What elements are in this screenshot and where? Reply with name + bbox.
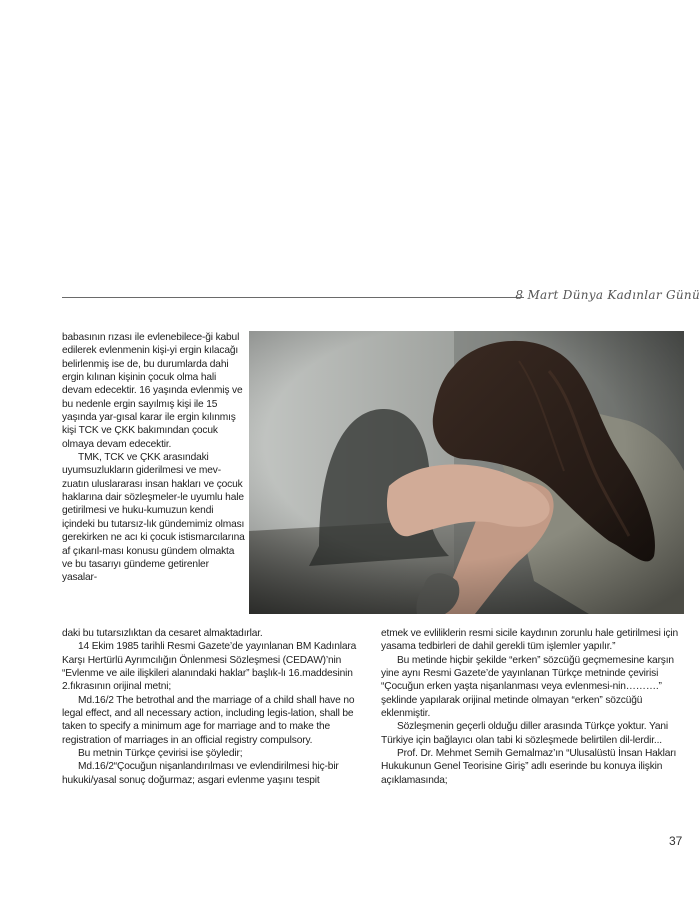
header-rule (62, 297, 524, 298)
section-title: 8 Mart Dünya Kadınlar Günü (515, 288, 700, 302)
paragraph: 14 Ekim 1985 tarihli Resmi Gazete’de yayınlanan BM Kadınlara Karşı Hertürlü Ayrımcılığın Önlenmesi Sözleşmesi (CEDAW)’nin “Evlenme ve aile ilişkileri alanındaki haklar” başlık-lı 16.maddesinin 2.fıkrasının orijinal metni; (62, 641, 357, 693)
paragraph: Bu metnin Türkçe çevirisi ise şöyledir; (78, 748, 243, 760)
paragraph: Prof. Dr. Mehmet Semih Gemalmaz’ın “Ulusalüstü İnsan Hakları Hukukunun Genel Teorisine Giriş” adlı eserinde bu konuya ilişkin açıklamasında; (381, 748, 677, 786)
paragraph: TMK, TCK ve ÇKK arasındaki uyumsuzlukların giderilmesi ve mev-zuatın uluslararası insan hakları ve çocuk haklarına dair sözleşmeler-le uyumlu hale getirilmesi ve huku-kumuzun kendi içindeki bu tutarsız-lık gündemimiz olması gerekirken ne acı ki çocuk istismarcılarına af çıkarıl-ması konusu gündem olmakta ve bu tasarıyı gündeme getirenler yasalar- (62, 452, 245, 584)
paragraph: etmek ve evliliklerin resmi sicile kaydının zorunlu hale getirilmesi için yasama tedbirleri de dahil gerekli tüm işlemler yapılır.” (381, 628, 679, 653)
paragraph: Md.16/2 The betrothal and the marriage of a child shall have no legal effect, and all necessary action, including legis-lation, shall be taken to specify a minimum age for marriage and to make the registration of marriages in an official registry compulsory. (62, 694, 355, 746)
page-number: 37 (669, 834, 683, 848)
bottom-left-text-column (62, 627, 367, 787)
paragraph: daki bu tutarsızlıktan da cesaret almaktadırlar. (62, 628, 263, 639)
bottom-right-text-column (381, 627, 685, 787)
paragraph: Bu metinde hiçbir şekilde “erken” sözcüğü geçmemesine karşın yine aynı Resmi Gazete’de yayınlanan Türkçe metninde çevirisi “Çocuğun erken yaşta nişanlanması veya evlenmesi-nin……….” şeklinde yapılarak orijinal metinde olmayan “erken” sözcüğü eklenmiştir. (381, 654, 674, 720)
left-text-column (62, 331, 245, 585)
sitting-girl-photo (249, 331, 684, 614)
article-photo (249, 331, 684, 614)
paragraph: babasının rızası ile evlenebilece-ği kabul edilerek evlenmenin kişi-yi ergin kılacağı belirlenmiş ise de, bu durumlarda dahi ergin kılınan kişinin çocuk olma hali devam edecektir. 16 yaşında evlenmiş ve bu nedenle ergin sayılmış kişi ile 15 yaşında yar-gısal karar ile ergin kılınmış kişi TCK ve ÇKK bakımından çocuk olmaya devam edecektir. (62, 332, 243, 450)
paragraph: Md.16/2“Çocuğun nişanlandırılması ve evlendirilmesi hiç-bir hukuki/yasal sonuç doğurmaz; asgari evlenme yaşını tespit (62, 761, 339, 786)
paragraph: Sözleşmenin geçerli olduğu diller arasında Türkçe yoktur. Yani Türkiye için bağlayıcı olan tabi ki sözleşmede belirtilen dil-lerdir... (381, 721, 669, 746)
